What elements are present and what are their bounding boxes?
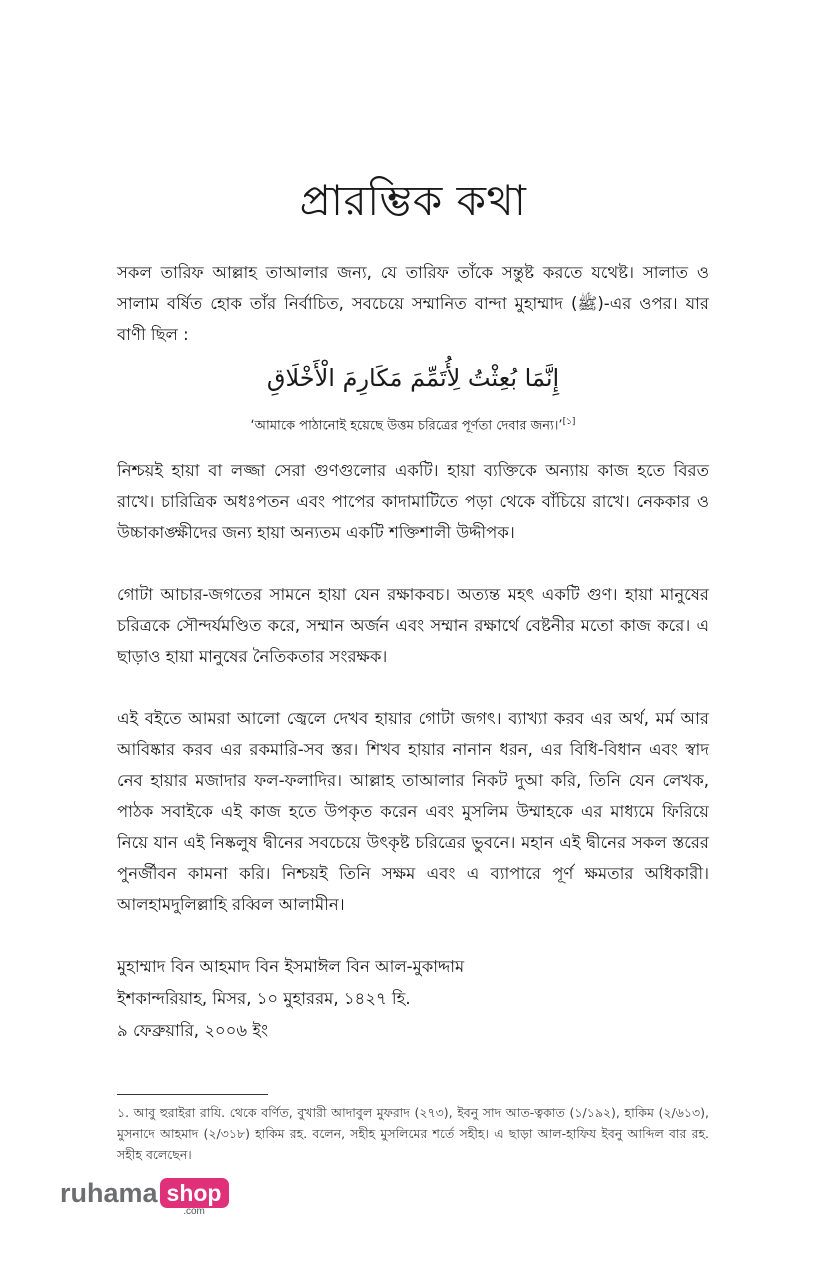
hadith-translation <box>117 414 709 437</box>
footnote-ref[interactable]: [১] <box>562 417 576 427</box>
logo-text-com: .com <box>183 1206 205 1217</box>
signature-greg-date: ৯ ফেব্রুয়ারি, ২০০৬ ইং <box>117 1021 269 1041</box>
signature-author: মুহাম্মাদ বিন আহমাদ বিন ইসমাঈল বিন আল-মুকাদ্দাম <box>117 957 465 977</box>
page-title: প্রারম্ভিক কথা <box>299 176 527 225</box>
footnote: ১. আবু হুরাইরা রাযি. থেকে বর্ণিত, বুখারী আদাবুল মুফরাদ (২৭৩), ইবনু সাদ আত-ত্বকাত (১/১৯২), হাকিম (২/৬১৩), মুসনাদে আহমাদ (২/৩১৮) হাকিম রহ. বলেন, সহীহ মুসলিমের শর্তে সহীহ। এ ছাড়া আল-হাফিয ইবনু আব্দিল বার রহ. সহীহ বলেছেন। <box>117 1105 709 1162</box>
intro-paragraph: সকল তারিফ আল্লাহ তাআলার জন্য, যে তারিফ তাঁকে সন্তুষ্ট করতে যথেষ্ট। সালাত ও সালাম বর্ষিত হোক তাঁর নির্বাচিত, সবচেয়ে সম্মানিত বান্দা মুহাম্মাদ (ﷺ)-এর ওপর। যার বাণী ছিল : <box>117 263 709 344</box>
page-content <box>117 168 709 1047</box>
signature-block <box>117 951 709 1047</box>
logo-text-shop: shop <box>160 1178 229 1208</box>
paragraph-1: নিশ্চয়ই হায়া বা লজ্জা সেরা গুণগুলোর একটি। হায়া ব্যক্তিকে অন্যায় কাজ হতে বিরত রাখে। চারিত্রিক অধঃপতন এবং পাপের কাদামাটিতে পড়া থেকে বাঁচিয়ে রাখে। নেককার ও উচ্চাকাঙ্ক্ষীদের জন্য হায়া অন্যতম একটি শক্তিশালী উদ্দীপক। <box>117 461 709 543</box>
logo-shop-badge <box>160 1178 229 1217</box>
paragraph-3: এই বইতে আমরা আলো জ্বেলে দেখব হায়ার গোটা জগৎ। ব্যাখ্যা করব এর অর্থ, মর্ম আর আবিষ্কার করব এর রকমারি-সব স্তর। শিখব হায়ার নানান ধরন, এর বিধি-বিধান এবং স্বাদ নেব হায়ার মজাদার ফল-ফলাদির। আল্লাহ তাআলার নিকট দুআ করি, তিনি যেন লেখক, পাঠক সবাইকে এই কাজ হতে উপকৃত করেন এবং মুসলিম উম্মাহকে এর মাধ্যমে ফিরিয়ে নিয়ে যান এই নিষ্কলুষ দ্বীনের সবচেয়ে উৎকৃষ্ট চরিত্রের ভুবনে। মহান এই দ্বীনের সকল স্তরের পুনর্জীবন কামনা করি। নিশ্চয়ই তিনি সক্ষম এবং এ ব্যাপারে পূর্ণ ক্ষমতার অধিকারী। আলহামদুলিল্লাহি রব্বিল আলামীন। <box>117 709 709 915</box>
arabic-hadith: إِنَّمَا بُعِثْتُ لِأُتَمِّمَ مَكَارِمَ الْأَخْلَاقِ <box>266 364 560 392</box>
signature-place-date: ইশকান্দরিয়াহ, মিসর, ১০ মুহাররম, ১৪২৭ হি. <box>117 989 411 1009</box>
paragraph-2: গোটা আচার-জগতের সামনে হায়া যেন রক্ষাকবচ। অত্যন্ত মহৎ একটি গুণ। হায়া মানুষের চরিত্রকে সৌন্দর্যমণ্ডিত করে, সম্মান অর্জন এবং সম্মান রক্ষার্থে বেষ্টনীর মতো কাজ করে। এ ছাড়াও হায়া মানুষের নৈতিকতার সংরক্ষক। <box>117 585 709 667</box>
hadith-translation-text: ‘আমাকে পাঠানোই হয়েছে উত্তম চরিত্রের পূর্ণতা দেবার জন্য।’ <box>250 418 563 434</box>
logo-text-ruhama: ruhama <box>60 1178 158 1208</box>
ruhamashop-logo[interactable] <box>60 1178 229 1217</box>
footnote-divider <box>117 1094 268 1095</box>
